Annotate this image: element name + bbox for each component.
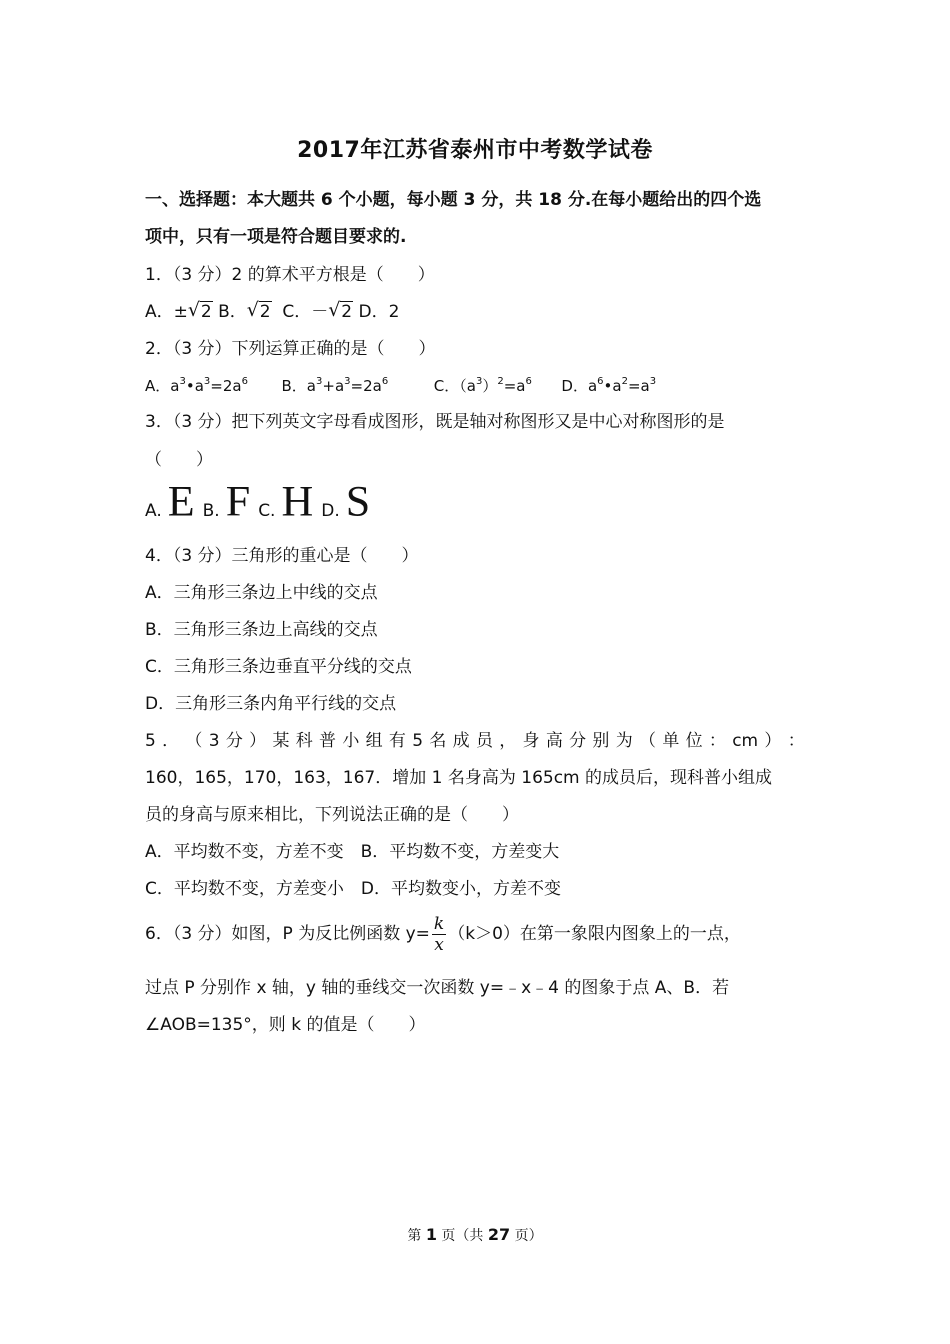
q4-option-a: A．三角形三条边上中线的交点 [145,583,378,603]
q5-stem-line3: 员的身高与原来相比，下列说法正确的是（ ） [145,805,519,825]
q1-option-b-label: B． [218,302,247,322]
section-heading-line2: 项中，只有一项是符合题目要求的. [145,227,407,247]
q3-option-d-letter: S [345,477,371,526]
q3-option-b-label: B. [202,501,220,521]
q6-stem-line2: 过点 P 分别作 x 轴，y 轴的垂线交一次函数 y=﹣x﹣4 的图象于点 A、B．若 [145,978,730,998]
page-title: 2017年江苏省泰州市中考数学试卷 [297,138,653,163]
q1-option-a-sqrt: √ 2 [187,299,212,322]
q6-stem-line1 [145,912,741,956]
q1-option-c-sqrt: √ 2 [328,299,353,322]
q2-options [145,374,656,398]
page-footer: 第 1 页（共 27 页） [407,1225,543,1244]
q1-options [145,300,399,324]
q1-stem: 1．（3 分）2 的算术平方根是（ ） [145,265,435,285]
q1-option-a-label: A．± [145,302,188,322]
q3-options [145,477,378,531]
q5-options-cd: C．平均数不变，方差变小 D．平均数变小，方差不变 [145,879,561,899]
q2-option-d: D．$a^6•a^2=a^3$ [561,376,657,395]
q3-stem-paren: （ ） [145,450,213,470]
q5-stem-line1: 5 ． （ 3 分 ） 某 科 普 小 组 有 5 名 成 员 ， 身 高 分 别 为 （ 单 位 ： cm ） ： [145,731,805,751]
q4-option-b: B．三角形三条边上高线的交点 [145,620,378,640]
q4-option-d: D．三角形三条内角平行线的交点 [145,694,397,714]
q3-option-a-letter: E [167,477,195,526]
q6-fraction: $\frac{k}{x}$ [433,913,445,955]
q1-option-b-sqrt: √ 2 [246,299,271,322]
q1-option-d-label: D．2 [358,302,400,322]
q6-stem-post: （k＞0）在第一象限内图象上的一点， [448,924,741,944]
q3-option-d-label: D. [321,501,340,521]
q4-stem: 4．（3 分）三角形的重心是（ ） [145,546,419,566]
q5-stem-line2: 160，165，170，163，167．增加 1 名身高为 165cm 的成员后，现科普小组成 [145,768,773,788]
q3-stem: 3．（3 分）把下列英文字母看成图形，既是轴对称图形又是中心对称图形的是 [145,412,725,432]
current-page-number: 1 [425,1225,437,1244]
q1-option-c-label: C．－ [282,302,329,322]
q6-stem-pre: 6．（3 分）如图，P 为反比例函数 y= [145,924,430,944]
q2-option-a: A．$a^3•a^3=2a^6$ [145,376,248,395]
q2-option-b: B．$a^3+a^3=2a^6$ [281,376,389,395]
q4-option-c: C．三角形三条边垂直平分线的交点 [145,657,412,677]
section-heading-line1: 一、选择题：本大题共 6 个小题，每小题 3 分，共 18 分.在每小题给出的四个选 [145,190,762,210]
q3-option-c-label: C. [258,501,276,521]
q5-options-ab: A．平均数不变，方差不变 B．平均数不变，方差变大 [145,842,560,862]
q3-option-a-label: A. [145,501,162,521]
q3-option-c-letter: H [281,477,314,526]
q2-option-c: C．$(a^3)^2=a^6$ [433,376,532,395]
q2-stem: 2．（3 分）下列运算正确的是（ ） [145,339,436,359]
q6-stem-line3: ∠AOB=135°，则 k 的值是（ ） [145,1015,426,1035]
q3-option-b-letter: F [225,477,251,526]
total-page-count: 27 [487,1225,511,1244]
